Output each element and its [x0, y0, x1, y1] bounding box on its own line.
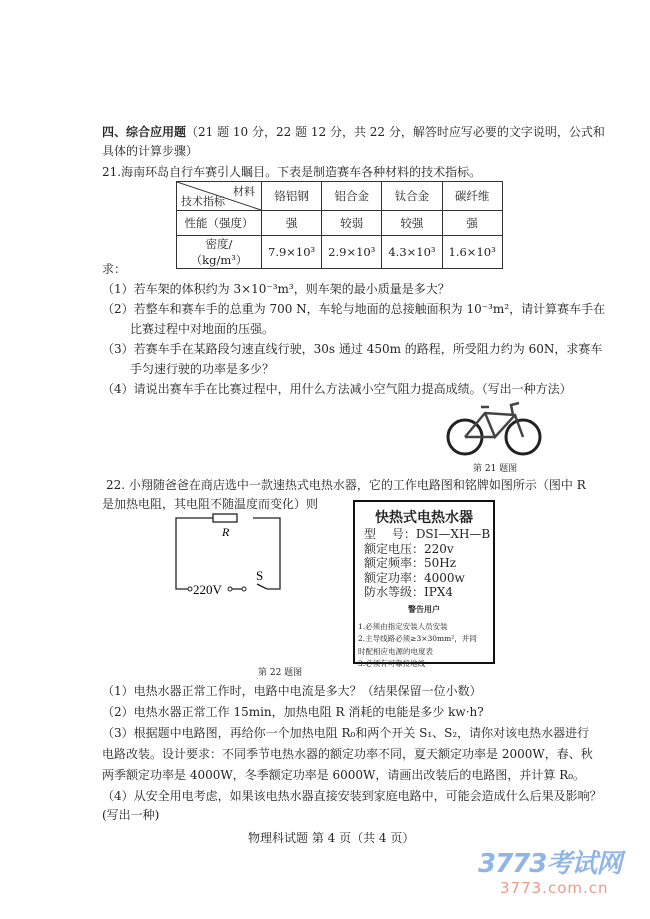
column-header: 钛合金 — [382, 182, 442, 211]
nameplate — [353, 500, 495, 668]
materials-table — [176, 181, 503, 269]
q21-figure-caption: 第 21 题图 — [473, 464, 518, 474]
table-row — [177, 236, 503, 269]
column-header: 铬铝钢 — [262, 182, 322, 211]
nameplate-warning: 警告用户 — [408, 603, 440, 614]
q22-part-1: （1）电热水器正常工作时，电路中电流是多大？（结果保留一位小数） — [102, 684, 482, 698]
nameplate-note: 1.必须由指定安装人员安装 — [358, 621, 448, 631]
section-heading — [102, 124, 605, 140]
corner-cell — [177, 182, 262, 211]
q22-part-2: （2）电热水器正常工作 15min，加热电阻 R 消耗的电能是多少 kw·h? — [102, 705, 484, 719]
corner-top: 材料 — [233, 185, 255, 198]
cell: 7.9×10³ — [262, 236, 322, 269]
corner-bottom: 技术指标 — [181, 195, 225, 208]
resistor-icon — [213, 514, 237, 522]
column-header: 碳纤维 — [442, 182, 502, 211]
q22-part-4: （4）从安全用电考虑，如果该电热水器直接安装到家庭电路中，可能会造成什么后果及影响？ — [102, 789, 602, 803]
nameplate-row: 额定功率：4000w — [364, 570, 465, 585]
table-header-row — [177, 182, 503, 211]
q22-part-4-cont: (写出一种) — [102, 808, 160, 822]
bicycle-image — [445, 395, 545, 457]
q21-ask: 求： — [102, 262, 127, 276]
q21-intro: 21.海南环岛自行车赛引人瞩目。下表是制造赛车各种材料的技术指标。 — [102, 165, 482, 179]
watermark-url: 3773.com.cn — [500, 878, 609, 897]
q22-intro-cont: 是加热电阻，其电阻不随温度而变化）则 — [102, 497, 319, 511]
cell: 强 — [262, 211, 322, 236]
table-row — [177, 211, 503, 236]
nameplate-note: 2.主导线路必须≥3×30mm²，并同 — [358, 634, 477, 643]
nameplate-note: 时配相应电源的电度表 — [358, 646, 433, 656]
nameplate-row: 型 号：DSI—XH—B — [364, 527, 491, 541]
cell: 1.6×10³ — [442, 236, 502, 269]
section-note: （21 题 10 分，22 题 12 分，共 22 分，解答时应写必要的文字说明，公式和 — [186, 125, 605, 139]
switch-label: S — [256, 568, 264, 583]
nameplate-row: 防水等级：IPX4 — [364, 585, 453, 599]
nameplate-note: 3.必须有可靠接地线 — [358, 659, 426, 668]
cell: 4.3×10³ — [382, 236, 442, 269]
q22-figure-caption: 第 22 题图 — [258, 668, 303, 678]
q22-part-3-cont: 两季额定功率是 4000W，冬季额定功率是 6000W，请画出改装后的电路图，并计算 R₀。 — [102, 768, 586, 782]
q22-intro: 22. 小翔随爸爸在商店选中一款速热式电热水器，它的工作电路图和铭牌如图所示（图中 R — [106, 478, 586, 492]
q21-part-2: （2）若整车和赛车手的总重为 700 N，车轮与地面的总接触面积为 10⁻³m²，请计算赛车手在 — [102, 302, 606, 316]
column-header: 铝合金 — [322, 182, 382, 211]
nameplate-row: 额定电压：220v — [364, 541, 454, 556]
q21-part-1: （1）若车架的体积约为 3×10⁻³m³，则车架的最小质量是多大？ — [102, 282, 450, 296]
voltage-label: 220V — [193, 582, 222, 597]
nameplate-title: 快热式电热水器 — [375, 510, 473, 526]
cell: 2.9×10³ — [322, 236, 382, 269]
circuit-diagram — [170, 512, 290, 597]
q22-part-3: （3）根据题中电路图，再给你一个加热电阻 R₀和两个开关 S₁、S₂，请你对该电热水器进行 — [102, 726, 590, 740]
cell: 较弱 — [322, 211, 382, 236]
section-title: 四、综合应用题 — [102, 125, 187, 139]
q22-part-3-cont: 电路改装。设计要求：不同季节电热水器的额定功率不同，夏天额定功率是 2000W，春、秋 — [102, 747, 593, 761]
cell: 较强 — [382, 211, 442, 236]
section-note-2: 具体的计算步骤） — [102, 144, 199, 158]
cell: 强 — [442, 211, 502, 236]
q21-part-3: （3）若赛车手在某路段匀速直线行驶，30s 通过 450m 的路程，所受阻力约为 60N，求赛车 — [102, 342, 603, 356]
row-label: 密度/（kg/m³） — [177, 236, 262, 269]
q21-part-4: （4）请说出赛车手在比赛过程中，用什么方法减小空气阻力提高成绩。（写出一种方法） — [102, 382, 572, 396]
nameplate-row: 额定频率：50Hz — [364, 556, 457, 570]
watermark-logo-text: 3773考试网 — [478, 849, 622, 879]
q21-part-3-cont: 手匀速行驶的功率是多少？ — [130, 362, 275, 376]
page-footer: 物理科试题 第 4 页（共 4 页） — [248, 831, 415, 845]
watermark-logo — [478, 850, 643, 897]
resistor-label: R — [222, 525, 230, 539]
row-label: 性能（强度） — [177, 211, 262, 236]
q21-part-2-cont: 比赛过程中对地面的压强。 — [130, 322, 275, 336]
